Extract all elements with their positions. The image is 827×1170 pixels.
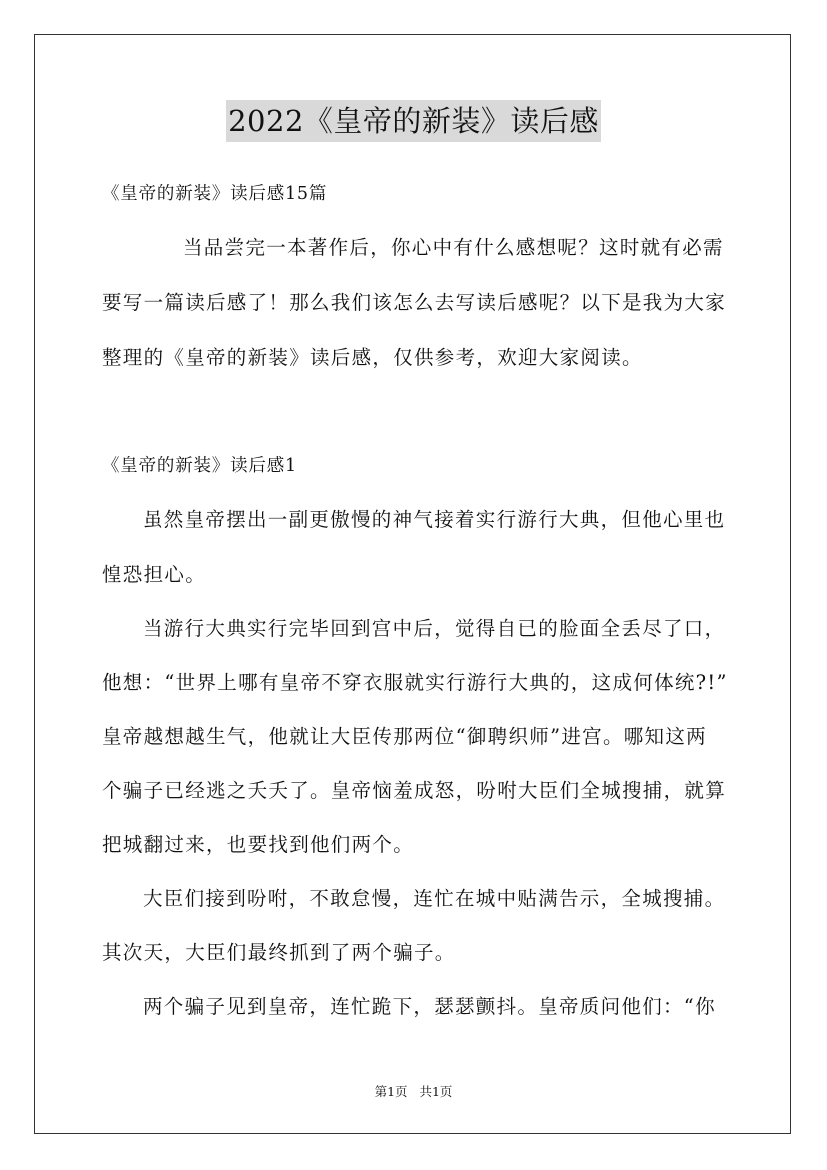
paragraph-line: 皇帝越想越生气，他就让大臣传那两位“御聘织师”进宫。哪知这两: [102, 725, 707, 748]
intro-line-3: 整理的《皇帝的新装》读后感，仅供参考，欢迎大家阅读。: [102, 346, 643, 369]
paragraph-line: 虽然皇帝摆出一副更傲慢的神气接着实行游行大典，但他心里也: [143, 508, 726, 531]
page-total: 共1页: [419, 1084, 453, 1099]
section-heading: 《皇帝的新装》读后感1: [102, 456, 297, 476]
paragraph-line: 惶恐担心。: [102, 563, 207, 586]
paragraph-line: 他想：“世界上哪有皇帝不穿衣服就实行游行大典的，这成何体统?!”: [102, 671, 728, 694]
paragraph-line: 个骗子已经逃之夭夭了。皇帝恼羞成怒，吩咐大臣们全城搜捕，就算: [102, 779, 727, 802]
intro-line-2: 要写一篇读后感了！那么我们该怎么去写读后感呢？以下是我为大家: [102, 291, 727, 314]
paragraph-line: 当游行大典实行完毕回到宫中后，觉得自已的脸面全丢尽了口，: [143, 617, 726, 640]
intro-line-1: 当品尝完一本著作后，你心中有什么感想呢？这时就有必需: [183, 236, 724, 259]
page-number: 第1页: [374, 1084, 408, 1099]
title-container: [0, 100, 827, 142]
paragraph-line: 把城翻过来，也要找到他们两个。: [102, 833, 415, 856]
document-title: 2022《皇帝的新装》读后感: [226, 100, 601, 142]
page-footer: [0, 1082, 827, 1102]
paragraph-line: 其次天，大臣们最终抓到了两个骗子。: [102, 941, 456, 964]
document-subtitle: 《皇帝的新装》读后感15篇: [102, 184, 328, 204]
paragraph-line: 大臣们接到吩咐，不敢怠慢，连忙在城中贴满告示，全城搜捕。: [143, 887, 726, 910]
paragraph-line: 两个骗子见到皇帝，连忙跪下，瑟瑟颤抖。皇帝质问他们：“你: [143, 995, 716, 1018]
